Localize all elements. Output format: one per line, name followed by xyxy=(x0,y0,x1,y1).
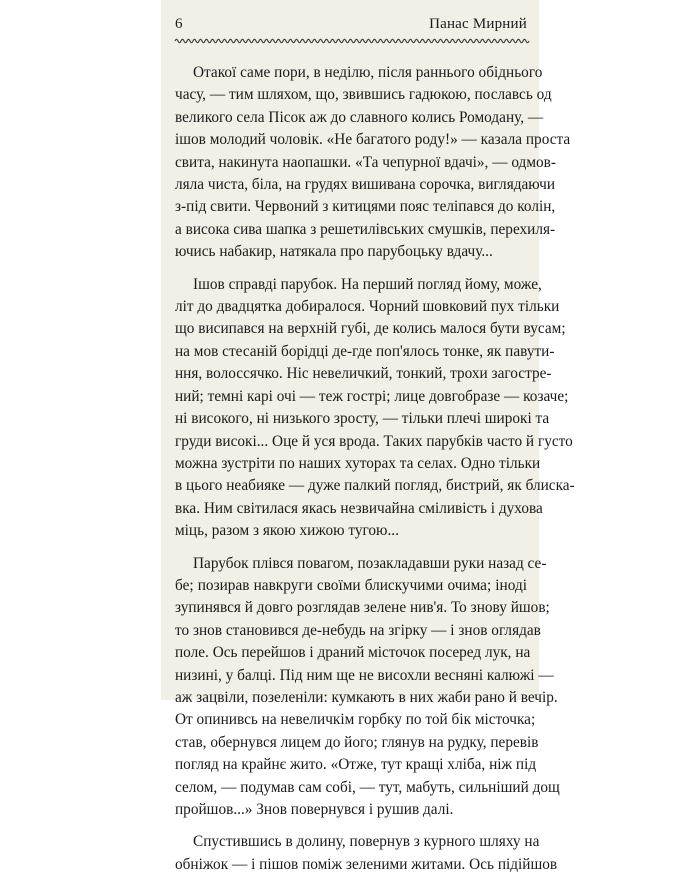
text-line: вка. Ним світилася якась незвичайна сміливість і духова xyxy=(175,499,543,517)
text-line: що висипався на верхній губі, де колись малося бути вусам; xyxy=(175,320,566,338)
text-line: Отакої саме пори, в неділю, після раннього обіднього xyxy=(193,64,543,81)
book-page xyxy=(161,0,575,873)
text-line: поле. Ось перейшов і драний місточок посеред лук, на xyxy=(175,644,531,662)
text-line: аж зацвіли, позеленіли: кумкають в них жаби рано й вечір. xyxy=(175,688,558,706)
text-line: міць, разом з якою хижою тугою... xyxy=(175,522,399,540)
text-line: ний; темні карі очі — теж гострі; лице довгобразе — козаче; xyxy=(175,387,569,405)
paragraph-gap xyxy=(175,264,527,274)
text-line: часу, — тим шляхом, що, звившись гадюкою, пославсь од xyxy=(175,86,552,104)
page-number: 6 xyxy=(175,16,183,32)
paragraph xyxy=(175,62,571,264)
text-line: пройшов...» Знов повернувся і рушив далі. xyxy=(175,801,454,818)
text-line: став, обернувся лицем до його; глянув на рудку, перевів xyxy=(175,733,539,751)
text-line: а висока сива шапка з решетилівських смушків, перехиля- xyxy=(175,220,556,238)
body-text xyxy=(175,62,575,876)
paragraph xyxy=(175,553,560,822)
text-line: ння, волоссячко. Ніс невеличкий, тонкий, трохи загостре- xyxy=(175,365,552,383)
text-line: з-під свити. Червоний з китицями пояс теліпався до колін, xyxy=(175,198,556,216)
paragraph-gap xyxy=(175,543,527,553)
text-line: ішов молодий чоловік. «Не багатого роду!» — казала проста xyxy=(175,131,571,149)
text-line: селом, — подумав сам собі, — тут, мабуть, сильніший дощ xyxy=(175,778,560,796)
text-line: Парубок плівся повагом, позакладавши руки назад се- xyxy=(193,554,547,572)
text-line: великого села Пісок аж до славного колись Ромодану, — xyxy=(175,108,544,126)
paragraph xyxy=(175,831,558,876)
running-head-author: Панас Мирний xyxy=(429,16,527,32)
text-line: ні високого, ні низького зросту, — тільки плечі широкі та xyxy=(175,410,550,428)
page-header xyxy=(175,16,527,36)
text-line: ляла чиста, біла, на грудях вишивана сорочка, виглядаючи xyxy=(175,176,556,194)
text-line: От опинивсь на невеличкім горбку по той бік місточка; xyxy=(175,711,536,729)
text-line: обніжок — і пішов поміж зеленими житами. Ось підійшов xyxy=(175,855,558,873)
text-line: на мов стесаній борідці де-где поп'ялось тонке, як павути- xyxy=(175,342,555,360)
text-line: погляд на крайнє жито. «Отже, тут кращі хліба, ніж під xyxy=(175,756,537,774)
text-line: ючись набакир, натякала про парубоцьку вдачу... xyxy=(175,243,493,261)
text-line: можна зустріти по наших хуторах та селах. Одно тільки xyxy=(175,454,541,472)
text-line: свита, накинута наопашки. «Та чепурної вдачі», — одмов- xyxy=(175,153,556,171)
text-line: літ до двадцятка добиралося. Чорний шовковий пух тільки xyxy=(175,298,560,316)
text-line: в цього неабияке — дуже палкий погляд, бистрий, як блиска- xyxy=(175,477,575,495)
paragraph xyxy=(175,274,575,543)
text-line: Спустившись в долину, повернув з курного шляху на xyxy=(193,833,540,851)
text-line: груди високі... Оце й уся врода. Таких парубків часто й густо xyxy=(175,432,573,450)
paragraph-gap xyxy=(175,821,527,831)
text-line: низині, у балці. Під ним ще не висохли весняні калюжі — xyxy=(175,666,554,684)
text-line: зупинявся й довго розглядав зелене нив'я. То знову йшов; xyxy=(175,599,550,617)
wavy-divider-ornament xyxy=(175,37,527,45)
text-line: Ішов справді парубок. На перший погляд йому, може, xyxy=(193,275,542,293)
text-line: бе; позирав навкруги своїми блискучими очима; іноді xyxy=(175,576,527,594)
text-line: то знов становився де-небудь на згірку — і знов оглядав xyxy=(175,621,541,639)
